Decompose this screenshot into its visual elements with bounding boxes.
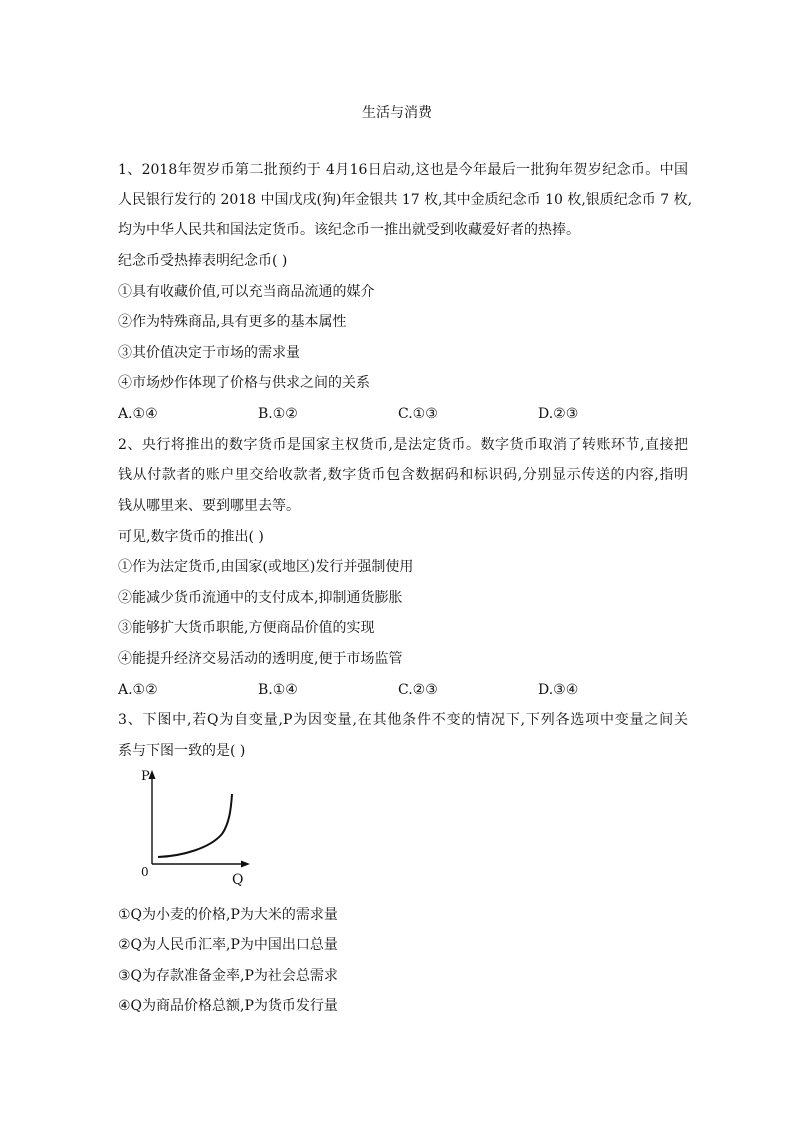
q3-statement-3: ③Q为存款准备金率,P为社会总需求 bbox=[118, 968, 338, 984]
p-q-curve-figure bbox=[138, 766, 258, 888]
q2-option-d[interactable]: D.③④ bbox=[538, 682, 579, 698]
q1-stem-line-1: 1、2018年贺岁币第二批预约于 4月16日启动,这也是今年最后一批狗年贺岁纪念币。中国 bbox=[118, 162, 688, 178]
q1-options bbox=[118, 404, 688, 424]
q3-statement-4: ④Q为商品价格总额,P为货币发行量 bbox=[118, 998, 338, 1014]
q1-stem-line-3: 均为中华人民共和国法定货币。该纪念币一推出就受到收藏爱好者的热捧。 bbox=[118, 222, 580, 238]
q1-option-c[interactable]: C.①③ bbox=[398, 406, 438, 422]
q2-statement-2: ②能减少货币流通中的支付成本,抑制通货膨胀 bbox=[118, 590, 403, 606]
q3-stem-line-1: 3、下图中,若Q为自变量,P为因变量,在其他条件不变的情况下,下列各选项中变量之间关 bbox=[118, 712, 688, 728]
q1-statement-1: ①具有收藏价值,可以充当商品流通的媒介 bbox=[118, 284, 375, 300]
q2-option-c[interactable]: C.②③ bbox=[398, 682, 438, 698]
q2-statement-4: ④能提升经济交易活动的透明度,便于市场监管 bbox=[118, 651, 403, 667]
q1-option-b[interactable]: B.①② bbox=[258, 406, 298, 422]
q2-stem-line-3: 钱从哪里来、要到哪里去等。 bbox=[118, 498, 300, 514]
q3-statement-1: ①Q为小麦的价格,P为大米的需求量 bbox=[118, 907, 338, 923]
q1-statement-3: ③其价值决定于市场的需求量 bbox=[118, 345, 300, 361]
q3-statement-2: ②Q为人民币汇率,P为中国出口总量 bbox=[118, 937, 338, 953]
x-axis-label: Q bbox=[232, 872, 244, 888]
q1-option-d[interactable]: D.②③ bbox=[538, 406, 579, 422]
q2-option-a[interactable]: A.①② bbox=[118, 682, 158, 698]
p-q-curve-svg bbox=[138, 766, 258, 888]
q2-question: 可见,数字货币的推出( ) bbox=[118, 529, 264, 545]
q2-statement-1: ①作为法定货币,由国家(或地区)发行并强制使用 bbox=[118, 559, 414, 575]
q2-options bbox=[118, 680, 688, 700]
q1-question: 纪念币受热捧表明纪念币( ) bbox=[118, 253, 288, 269]
q2-stem-line-2: 钱从付款者的账户里交给收款者,数字货币包含数据码和标识码,分别显示传送的内容,指明 bbox=[118, 467, 688, 483]
page-title: 生活与消费 bbox=[362, 105, 432, 121]
q2-statement-3: ③能够扩大货币职能,方便商品价值的实现 bbox=[118, 620, 375, 636]
q1-option-a[interactable]: A.①④ bbox=[118, 406, 158, 422]
q1-stem-line-2: 人民银行发行的 2018 中国戊戌(狗)年金银共 17 枚,其中金质纪念币 10 枚,银质纪念币 7 枚, bbox=[118, 192, 693, 208]
q2-option-b[interactable]: B.①④ bbox=[258, 682, 298, 698]
origin-label: 0 bbox=[141, 865, 149, 879]
increasing-curve bbox=[158, 794, 232, 857]
q1-statement-2: ②作为特殊商品,具有更多的基本属性 bbox=[118, 314, 347, 330]
q1-statement-4: ④市场炒作体现了价格与供求之间的关系 bbox=[118, 375, 370, 391]
x-axis-arrow bbox=[241, 861, 250, 868]
y-axis-label: P bbox=[141, 769, 150, 784]
q3-stem-line-2: 系与下图一致的是( ) bbox=[118, 743, 246, 759]
q2-stem-line-1: 2、央行将推出的数字货币是国家主权货币,是法定货币。数字货币取消了转账环节,直接把 bbox=[118, 437, 688, 453]
